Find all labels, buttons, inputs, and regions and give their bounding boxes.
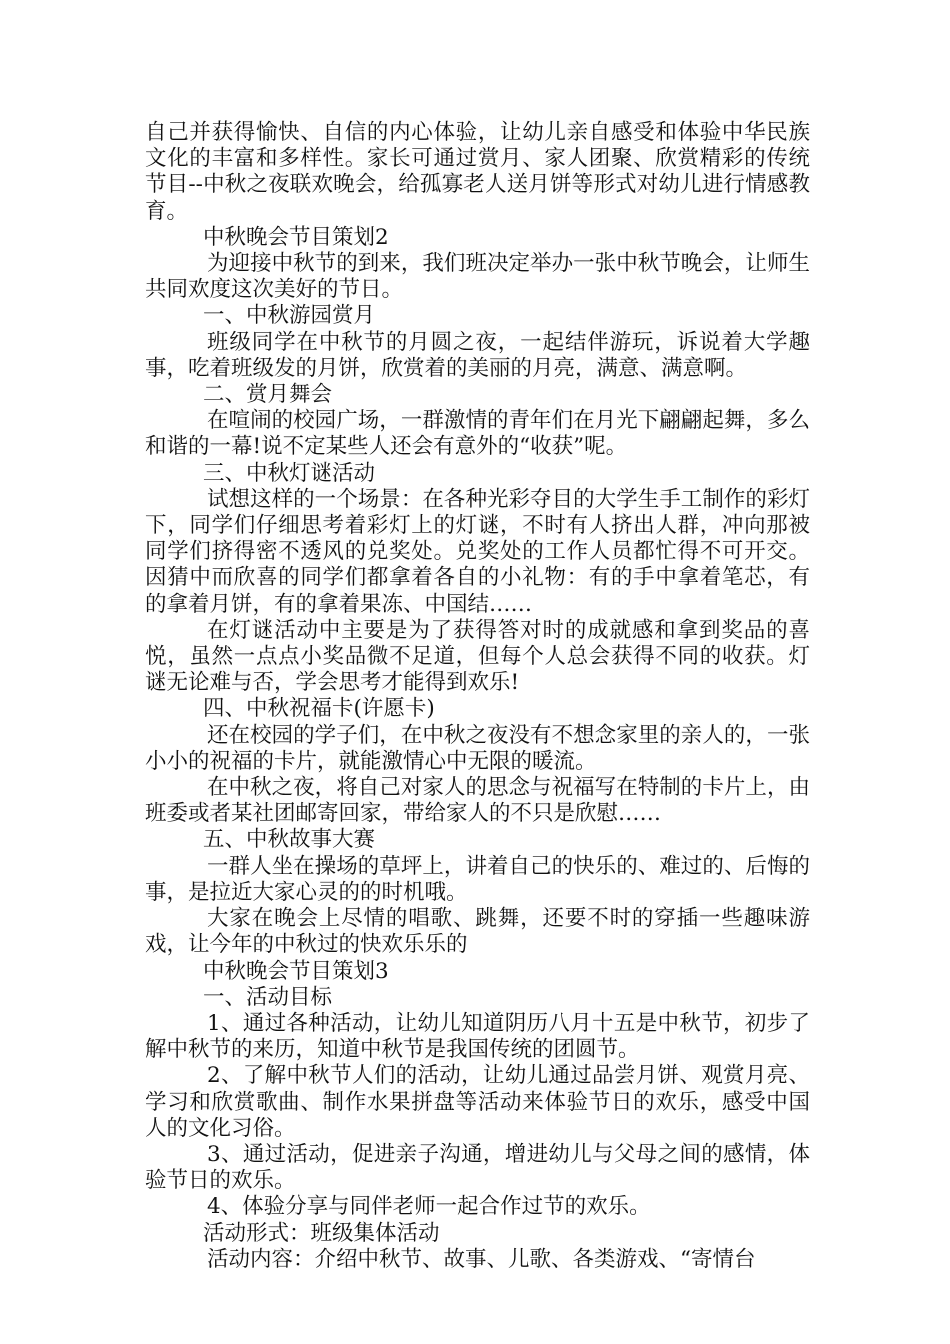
document-page bbox=[145, 120, 810, 1273]
paragraph: 1、通过各种活动，让幼儿知道阴历八月十五是中秋节，初步了解中秋节的来历，知道中秋节是我国传统的团圆节。 bbox=[145, 1010, 810, 1063]
section-heading: 三、中秋灯谜活动 bbox=[203, 460, 376, 486]
section-heading: 四、中秋祝福卡(许愿卡) bbox=[203, 696, 435, 722]
paragraph: 4、体验分享与同伴老师一起合作过节的欢乐。 bbox=[207, 1194, 651, 1220]
paragraph: 一群人坐在操场的草坪上，讲着自己的快乐的、难过的、后悔的事，是拉近大家心灵的的时机哦。 bbox=[145, 853, 810, 905]
section-heading: 二、赏月舞会 bbox=[203, 382, 333, 408]
paragraph: 在灯谜活动中主要是为了获得答对时的成就感和拿到奖品的喜悦，虽然一点点小奖品微不足道，但每个人总会获得不同的收获。灯谜无论难与否，学会思考才能得到欢乐! bbox=[145, 617, 810, 696]
paragraph: 班级同学在中秋节的月圆之夜，一起结伴游玩，诉说着大学趣事，吃着班级发的月饼，欣赏着的美丽的月亮，满意、满意啊。 bbox=[145, 329, 810, 381]
section-heading: 一、活动目标 bbox=[203, 984, 333, 1010]
paragraph: 在喧闹的校园广场，一群激情的青年们在月光下翩翩起舞，多么和谐的一幕!说不定某些人还会有意外的“收获”呢。 bbox=[145, 408, 810, 460]
paragraph: 试想这样的一个场景：在各种光彩夺目的大学生手工制作的彩灯下，同学们仔细思考着彩灯上的灯谜，不时有人挤出人群，冲向那被同学们挤得密不透风的兑奖处。兑奖处的工作人员都忙得不可开交。因猜中而欣喜的同学们都拿着各自的小礼物：有的手中拿着笔芯，有的拿着月饼，有的拿着果冻、中国结…… bbox=[145, 486, 810, 617]
section-heading: 中秋晚会节目策划2 bbox=[203, 224, 389, 250]
section-heading: 一、中秋游园赏月 bbox=[203, 303, 376, 329]
section-heading: 五、中秋故事大赛 bbox=[203, 827, 376, 853]
paragraph: 3、通过活动，促进亲子沟通，增进幼儿与父母之间的感情，体验节日的欢乐。 bbox=[145, 1141, 810, 1194]
section-heading: 中秋晚会节目策划3 bbox=[203, 958, 389, 984]
paragraph: 自己并获得愉快、自信的内心体验，让幼儿亲自感受和体验中华民族文化的丰富和多样性。家长可通过赏月、家人团聚、欣赏精彩的传统节目--中秋之夜联欢晚会，给孤寡老人送月饼等形式对幼儿进行情感教育。 bbox=[145, 120, 810, 224]
paragraph: 大家在晚会上尽情的唱歌、跳舞，还要不时的穿插一些趣味游戏，让今年的中秋过的快欢乐乐的 bbox=[145, 906, 810, 958]
paragraph: 在中秋之夜，将自己对家人的思念与祝福写在特制的卡片上，由班委或者某社团邮寄回家，带给家人的不只是欣慰…… bbox=[145, 775, 810, 827]
paragraph: 为迎接中秋节的到来，我们班决定举办一张中秋节晚会，让师生共同欢度这次美好的节日。 bbox=[145, 251, 810, 303]
paragraph: 还在校园的学子们，在中秋之夜没有不想念家里的亲人的，一张小小的祝福的卡片，就能激情心中无限的暖流。 bbox=[145, 722, 810, 774]
paragraph: 活动内容：介绍中秋节、故事、儿歌、各类游戏、“寄情台 bbox=[207, 1246, 756, 1272]
paragraph: 2、了解中秋节人们的活动，让幼儿通过品尝月饼、观赏月亮、学习和欣赏歌曲、制作水果拼盘等活动来体验节日的欢乐，感受中国人的文化习俗。 bbox=[145, 1063, 810, 1141]
section-heading: 活动形式：班级集体活动 bbox=[203, 1220, 440, 1246]
